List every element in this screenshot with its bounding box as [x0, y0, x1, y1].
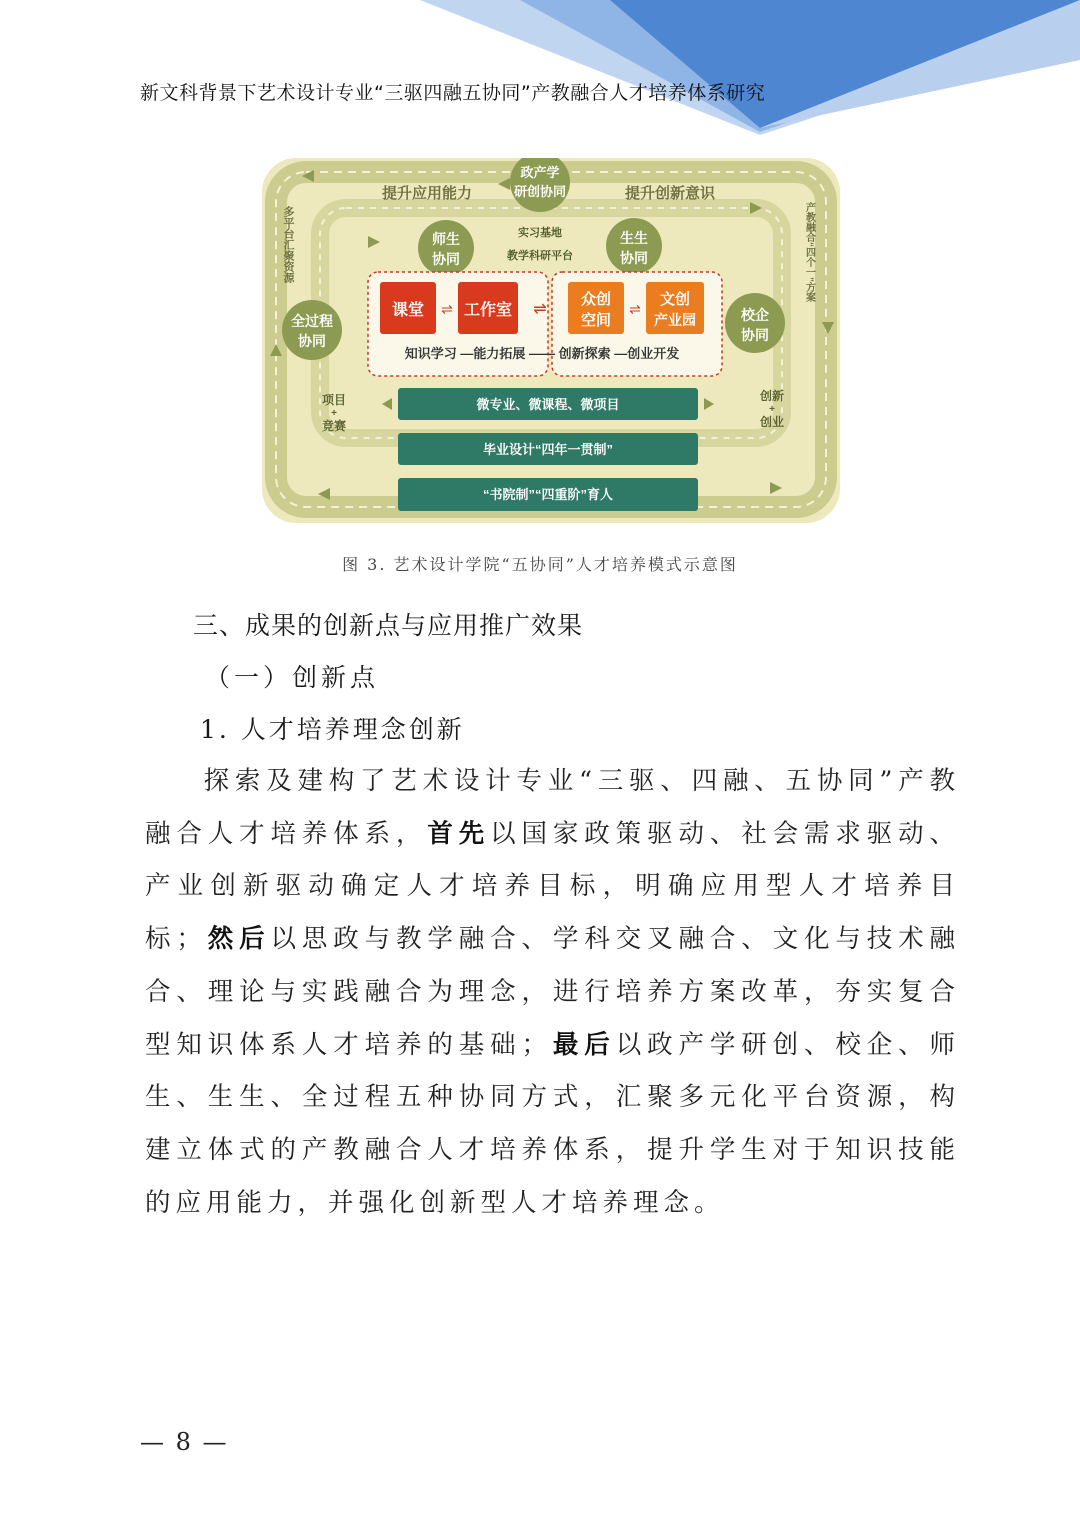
running-header-title: 新文科背景下艺术设计专业“三驱四融五协同”产教融合人才培养体系研究 [140, 82, 766, 104]
box-cultural-park-line1: 文创 [659, 291, 691, 308]
section-heading: 三、成果的创新点与应用推广效果 [193, 611, 584, 640]
svg-text:⇌: ⇌ [533, 301, 547, 318]
bar-graduation-design: 毕业设计“四年一贯制” [482, 442, 614, 457]
emphasis-finally: 最后 [552, 1029, 616, 1060]
svg-text:⇌: ⇌ [629, 301, 641, 317]
body-paragraph [145, 755, 960, 1229]
circle-right-line1: 校企 [741, 307, 769, 323]
label-research-platform: 教学科研平台 [507, 250, 573, 262]
circle-top-line1: 政产学 [520, 165, 560, 180]
label-innovation-line1: 创新 [759, 389, 785, 403]
circle-teacher-line2: 协同 [432, 251, 460, 267]
box-studio: 工作室 [463, 302, 513, 319]
label-top-left: 提升应用能力 [381, 185, 473, 202]
emphasis-then: 然后 [206, 924, 271, 955]
emphasis-first: 首先 [427, 818, 491, 849]
circle-top-line2: 研创协同 [513, 184, 567, 199]
figure-caption: 图 3. 艺术设计学院“五协同”人才培养模式示意图 [342, 555, 738, 574]
subsection-heading: （一）创新点 [205, 663, 380, 692]
body-text-part-2: 以国家政策驱动、社会需求驱动、产业创新驱动确定人才培养目标，明确应用型人才培养目标； [145, 818, 960, 955]
box-maker-space-line1: 众创 [580, 291, 612, 308]
circle-left-line2: 协同 [298, 333, 326, 349]
body-text-part-3: 以思政与教学融合、学科交叉融合、文化与技术融合、理论与实践融合为理念，进行培养方案改革，夯实复合型知识体系人才培养的基础； [145, 924, 960, 1060]
label-innovation-line2: 创业 [759, 415, 785, 429]
bar-micro-programs: 微专业、微课程、微项目 [476, 397, 620, 412]
box-maker-space-line2: 空间 [580, 312, 612, 329]
svg-text:⇌: ⇌ [441, 301, 453, 317]
label-right-vertical: 产教融合“四个一”方案 [803, 202, 815, 302]
circle-student-line2: 协同 [620, 250, 648, 266]
bar-academy-system: “书院制”“四重阶”育人 [482, 487, 614, 502]
item-heading: 1. 人才培养理念创新 [200, 715, 465, 744]
label-left-vertical: 多平台汇聚资源 [282, 206, 294, 283]
body-text-part-1: 探索及建构了艺术设计专业“三驱、四融、五协同”产教融合人才培养体系， [145, 766, 960, 849]
circle-teacher-line1: 师生 [432, 231, 460, 247]
label-innovation-plus: + [769, 404, 775, 415]
circle-student-line1: 生生 [620, 230, 648, 246]
circle-right-line2: 协同 [741, 327, 769, 343]
box-cultural-park-line2: 产业园 [654, 312, 696, 328]
label-intern-base: 实习基地 [518, 227, 562, 239]
label-project-line2: 竞赛 [321, 419, 347, 433]
box-classroom: 课堂 [391, 302, 425, 319]
body-text-part-4: 以政产学研创、校企、师生、生生、全过程五种协同方式，汇聚多元化平台资源，构建立体式的产教融合人才培养体系，提升学生对于知识技能的应用能力，并强化创新型人才培养理念。 [145, 1029, 960, 1218]
label-project-line1: 项目 [321, 393, 347, 407]
page-number: — 8 — [140, 1428, 229, 1456]
header-decoration [0, 0, 1080, 140]
talent-model-diagram [262, 158, 840, 523]
label-project-plus: + [331, 408, 337, 419]
flow-text: 知识学习 —能力拓展 —— 创新探索 —创业开发 [404, 346, 680, 361]
label-top-right: 提升创新意识 [624, 185, 716, 202]
circle-left-line1: 全过程 [291, 313, 333, 329]
